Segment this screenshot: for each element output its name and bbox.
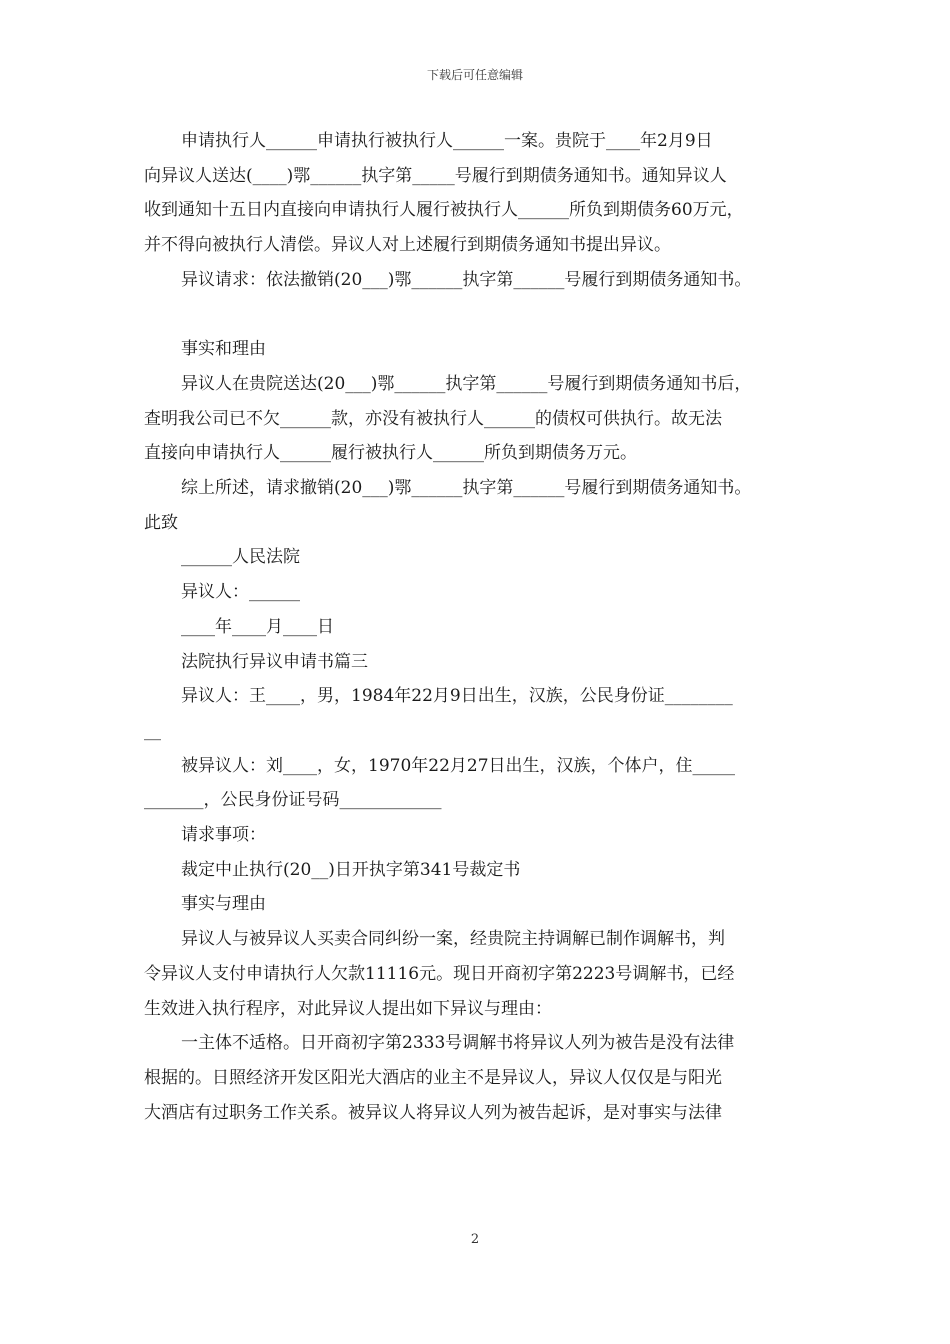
objector-info-line-1: 异议人：王____，男，1984年22月9日出生，汉族，公民身份证________ [181,686,733,707]
objector-signature: 异议人：______ [181,582,300,603]
salutation: 此致 [144,512,178,533]
para1-line-4: 并不得向被执行人清偿。异议人对上述履行到期债务通知书提出异议。 [144,235,671,256]
section-title: 法院执行异议申请书篇三 [181,651,368,672]
respondent-info-line-1: 被异议人：刘____，女，1970年22月27日出生，汉族，个体户，住_____ [181,755,736,776]
reasons-heading: 事实与理由 [181,894,266,915]
claims-heading: 请求事项： [181,825,266,846]
facts-heading: 事实和理由 [181,339,266,360]
court-name: ______人民法院 [181,547,300,568]
para2-line-2: 查明我公司已不欠______款，亦没有被执行人______的债权可供执行。故无法 [144,408,722,429]
para3-line-3: 生效进入执行程序，对此异议人提出如下异议与理由： [144,998,552,1019]
para4-line-3: 大酒店有过职务工作关系。被异议人将异议人列为被告起诉，是对事实与法律 [144,1102,722,1123]
para1-line-3: 收到通知十五日内直接向申请执行人履行被执行人______所负到期债务60万元， [144,200,744,221]
respondent-info-line-2: _______，公民身份证号码____________ [144,790,442,811]
summary: 综上所述，请求撤销(20___)鄂______执字第______号履行到期债务通知书。 [181,478,752,499]
spacer [144,298,812,333]
para2-line-3: 直接向申请执行人______履行被执行人______所负到期债务万元。 [144,443,637,464]
document-body [144,124,812,1130]
objection-request: 异议请求：依法撤销(20___)鄂______执字第______号履行到期债务通知书。 [181,269,752,290]
para3-line-2: 令异议人支付申请执行人欠款11116元。现日开商初字第2223号调解书，已经 [144,963,735,984]
para1-line-2: 向异议人送达(____)鄂______执字第_____号履行到期债务通知书。通知异议人 [144,165,727,186]
para4-line-1: 一主体不适格。日开商初字第2333号调解书将异议人列为被告是没有法律 [181,1033,735,1054]
objector-info-line-2: __ [144,720,161,741]
para1-line-1: 申请执行人______申请执行被执行人______一案。贵院于____年2月9日 [181,131,713,151]
date-line: ____年____月____日 [181,616,334,637]
para3-line-1: 异议人与被异议人买卖合同纠纷一案，经贵院主持调解已制作调解书，判 [181,929,725,950]
page-header-note: 下载后可任意编辑 [426,68,523,82]
para2-line-1: 异议人在贵院送达(20___)鄂______执字第______号履行到期债务通知书后， [181,373,752,394]
claim-item: 裁定中止执行(20__)日开执字第341号裁定书 [181,859,521,880]
para4-line-2: 根据的。日照经济开发区阳光大酒店的业主不是异议人，异议人仅仅是与阳光 [144,1067,722,1088]
page-number: 2 [470,1232,480,1247]
